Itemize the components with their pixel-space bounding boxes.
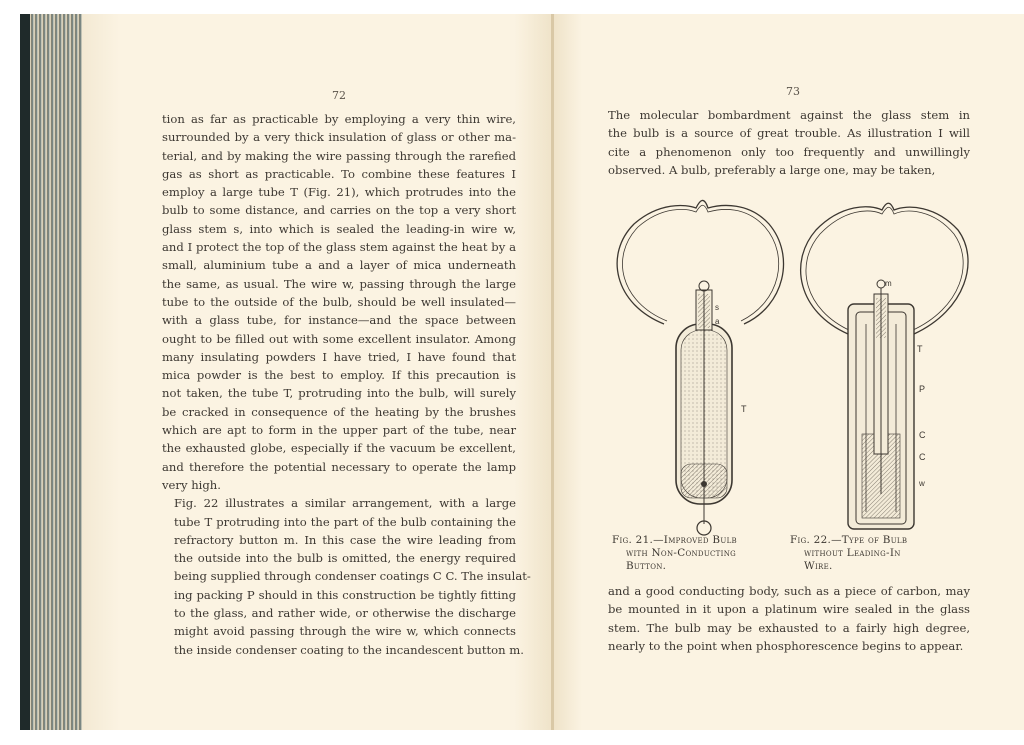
fig22-label-m: m [885, 279, 892, 288]
text-line: many insulating powders I have tried, I have found that [162, 349, 516, 364]
fig22-caption-line-1: Fig. 22.—Type of Bulb [790, 534, 908, 546]
text-line: and therefore the potential necessary to operate the lamp [162, 459, 516, 474]
figure-22-caption [790, 534, 970, 573]
right-page-number: 73 [786, 85, 800, 98]
left-page [82, 14, 552, 730]
text-line: cite a phenomenon only too frequently and unwillingly [608, 144, 970, 159]
text-line: nearly to the point when phosphorescence begins to appear. [608, 638, 964, 653]
text-line: ought to be filled out with some excellent insulator. Among [162, 331, 516, 346]
text-line: and a good conducting body, such as a piece of carbon, may [608, 584, 970, 598]
text-line: employ a large tube T (Fig. 21), which protrudes into the [162, 185, 516, 200]
fig21-caption-line-1: Fig. 21.—Improved Bulb [612, 534, 737, 546]
text-line: the bulb is a source of great trouble. As illustration I will [608, 126, 970, 141]
fig21-caption-line-3: Button. [626, 560, 667, 572]
text-line: the exhausted globe, especially if the vacuum be excellent, [162, 441, 516, 456]
text-line: the outside into the bulb is omitted, the energy required [174, 551, 516, 566]
open-book [20, 14, 1024, 730]
text-line: and I protect the top of the glass stem against the heat by a [162, 240, 516, 255]
text-line: terial, and by making the wire passing through the rarefied [162, 148, 516, 163]
figure-21-illustration [604, 194, 804, 539]
fig21-label-s: s [715, 303, 719, 312]
text-line: which are apt to form in the upper part of the tube, near [162, 423, 516, 438]
text-line: with a glass tube, for instance—and the space between [162, 313, 516, 328]
text-line: surrounded by a very thick insulation of glass or other ma- [162, 130, 516, 145]
paragraph-1 [162, 110, 516, 494]
text-line: observed. A bulb, preferably a large one, may be taken, [608, 162, 936, 177]
paragraph-top [608, 106, 970, 179]
text-line: small, aluminium tube a and a layer of mica underneath [162, 258, 516, 273]
text-line: the same, as usual. The wire w, passing through the large [162, 276, 516, 291]
text-line: The molecular bombardment against the glass stem in [608, 108, 970, 122]
text-line: refractory button m. In this case the wire leading from [174, 532, 516, 547]
right-bottom-text [608, 582, 970, 655]
fig21-label-T: T [741, 404, 747, 414]
book-cover-edge [20, 14, 30, 730]
text-line: ing packing P should in this construction be tightly fitting [174, 587, 516, 602]
text-line: be cracked in consequence of the heating by the brushes [162, 404, 516, 419]
text-line: being supplied through condenser coatings C C. The insulat- [174, 569, 531, 584]
right-page [554, 14, 1024, 730]
fig22-label-T: T [917, 344, 923, 354]
fig22-caption-line-2: without Leading-In [804, 547, 901, 559]
text-line: glass stem s, into which is sealed the leading-in wire w, [162, 221, 516, 236]
text-line: Fig. 22 illustrates a similar arrangement, with a large [174, 496, 516, 511]
text-line: the inside condenser coating to the incandescent button m. [174, 642, 524, 657]
text-line: tube to the outside of the bulb, should be well insulated— [162, 294, 516, 309]
text-line: not taken, the tube T, protruding into the bulb, will surely [162, 386, 516, 401]
right-top-text [608, 106, 970, 179]
paragraph-2 [162, 494, 531, 659]
figure-22-illustration [786, 194, 976, 539]
text-line: mica powder is the best to employ. If this precaution is [162, 368, 516, 383]
text-line: might avoid passing through the wire w, which connects [174, 624, 516, 639]
figure-21-caption [612, 534, 792, 573]
fig22-label-C2: C [919, 452, 926, 462]
text-line: stem. The bulb may be exhausted to a fairly high degree, [608, 620, 970, 635]
text-line: to the glass, and rather wide, or otherwise the discharge [174, 606, 516, 621]
text-line: tube T protruding into the part of the bulb containing the [174, 514, 516, 529]
fig21-label-a: a [715, 317, 720, 326]
fig22-label-w: w [919, 479, 925, 488]
text-line: bulb to some distance, and carries on the top a very short [162, 203, 516, 218]
paragraph-bottom [608, 582, 970, 655]
left-page-text [162, 110, 531, 659]
fig21-caption-line-2: with Non-Conducting [626, 547, 737, 559]
fig22-label-P: P [919, 384, 926, 394]
text-line: very high. [162, 477, 221, 492]
text-line: gas as short as practicable. To combine these features I [162, 166, 516, 181]
left-page-number: 72 [332, 89, 346, 102]
text-line: tion as far as practicable by employing a very thin wire, [162, 112, 516, 126]
text-line: be mounted in it upon a platinum wire sealed in the glass [608, 602, 970, 617]
fig22-label-C1: C [919, 430, 926, 440]
fig22-caption-line-3: Wire. [804, 560, 833, 572]
